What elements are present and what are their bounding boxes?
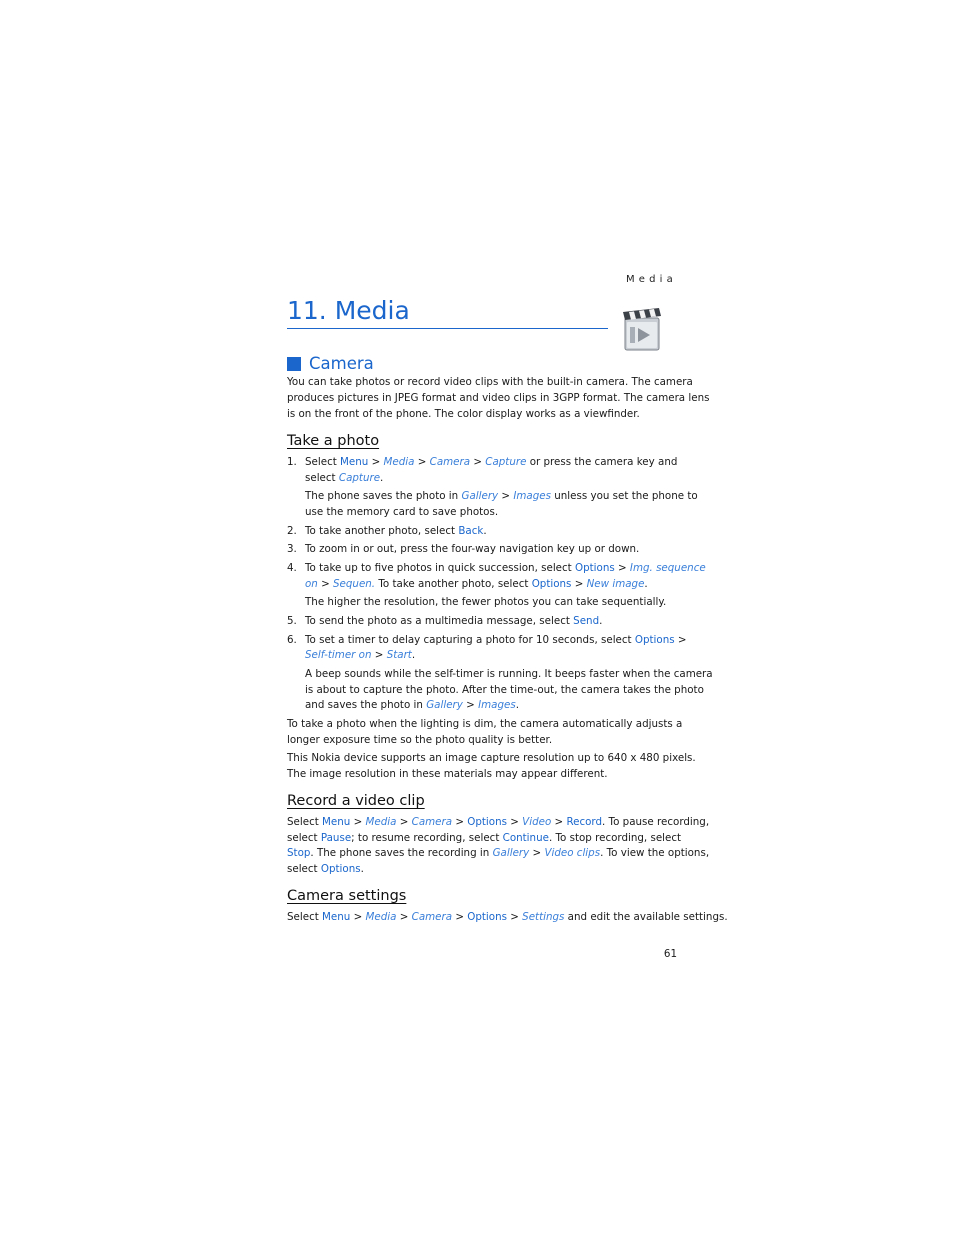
step-line: To zoom in or out, press the four-way navigation key up or down.: [305, 543, 640, 555]
paragraph-line: longer exposure time so the photo quality is better.: [287, 734, 553, 746]
step-line: select Capture.: [305, 472, 384, 484]
step-line: and saves the photo in Gallery > Images.: [305, 699, 519, 711]
step-number: 4.: [287, 562, 297, 574]
section-heading-camera: [287, 353, 374, 375]
intro-line: is on the front of the phone. The color display works as a viewfinder.: [287, 408, 640, 420]
subheading-camera-settings: Camera settings: [287, 888, 407, 904]
paragraph-line: To take a photo when the lighting is dim, the camera automatically adjusts a: [287, 718, 683, 730]
step-line: is about to capture the photo. After the time-out, the camera takes the photo: [305, 684, 704, 696]
step-line: on > Sequen. To take another photo, select Options > New image.: [305, 578, 648, 590]
paragraph-line: Stop. The phone saves the recording in Gallery > Video clips. To view the options,: [287, 847, 710, 859]
intro-line: produces pictures in JPEG format and video clips in 3GPP format. The camera lens: [287, 392, 710, 404]
step-line: To send the photo as a multimedia message, select Send.: [305, 615, 603, 627]
paragraph-line: select Pause; to resume recording, select Continue. To stop recording, select: [287, 832, 682, 844]
step-number: 1.: [287, 456, 297, 468]
page-number: 61: [663, 948, 677, 960]
step-line: To set a timer to delay capturing a photo for 10 seconds, select Options >: [305, 634, 687, 646]
step-line: The phone saves the photo in Gallery > Images unless you set the phone to: [305, 490, 698, 502]
chapter-rule: [287, 328, 608, 329]
clapperboard-icon: [621, 308, 663, 354]
step-line: To take up to five photos in quick succession, select Options > Img. sequence: [305, 562, 706, 574]
step-line: A beep sounds while the self-timer is running. It beeps faster when the camera: [305, 668, 713, 680]
subheading-take-photo: Take a photo: [287, 433, 380, 449]
step-line: The higher the resolution, the fewer photos you can take sequentially.: [305, 596, 667, 608]
step-line: Self-timer on > Start.: [305, 649, 416, 661]
intro-line: You can take photos or record video clips with the built-in camera. The camera: [287, 376, 693, 388]
subheading-record-video: Record a video clip: [287, 793, 425, 809]
step-line: To take another photo, select Back.: [305, 525, 487, 537]
step-number: 2.: [287, 525, 297, 537]
step-number: 5.: [287, 615, 297, 627]
paragraph-line: The image resolution in these materials may appear different.: [287, 768, 608, 780]
step-line: Select Menu > Media > Camera > Capture or press the camera key and: [305, 456, 678, 468]
paragraph-line: select Options.: [287, 863, 364, 875]
paragraph-line: This Nokia device supports an image capture resolution up to 640 x 480 pixels.: [287, 752, 696, 764]
section-title: Camera: [309, 354, 374, 373]
running-header: Media: [625, 274, 677, 285]
menu-link: Menu: [340, 456, 369, 468]
chapter-title: 11. Media: [287, 296, 410, 325]
step-line: use the memory card to save photos.: [305, 506, 499, 518]
paragraph-line: Select Menu > Media > Camera > Options > Video > Record. To pause recording,: [287, 816, 710, 828]
section-marker-icon: [287, 357, 301, 371]
paragraph-line: Select Menu > Media > Camera > Options > Settings and edit the available settings.: [287, 911, 728, 923]
step-number: 6.: [287, 634, 297, 646]
step-number: 3.: [287, 543, 297, 555]
